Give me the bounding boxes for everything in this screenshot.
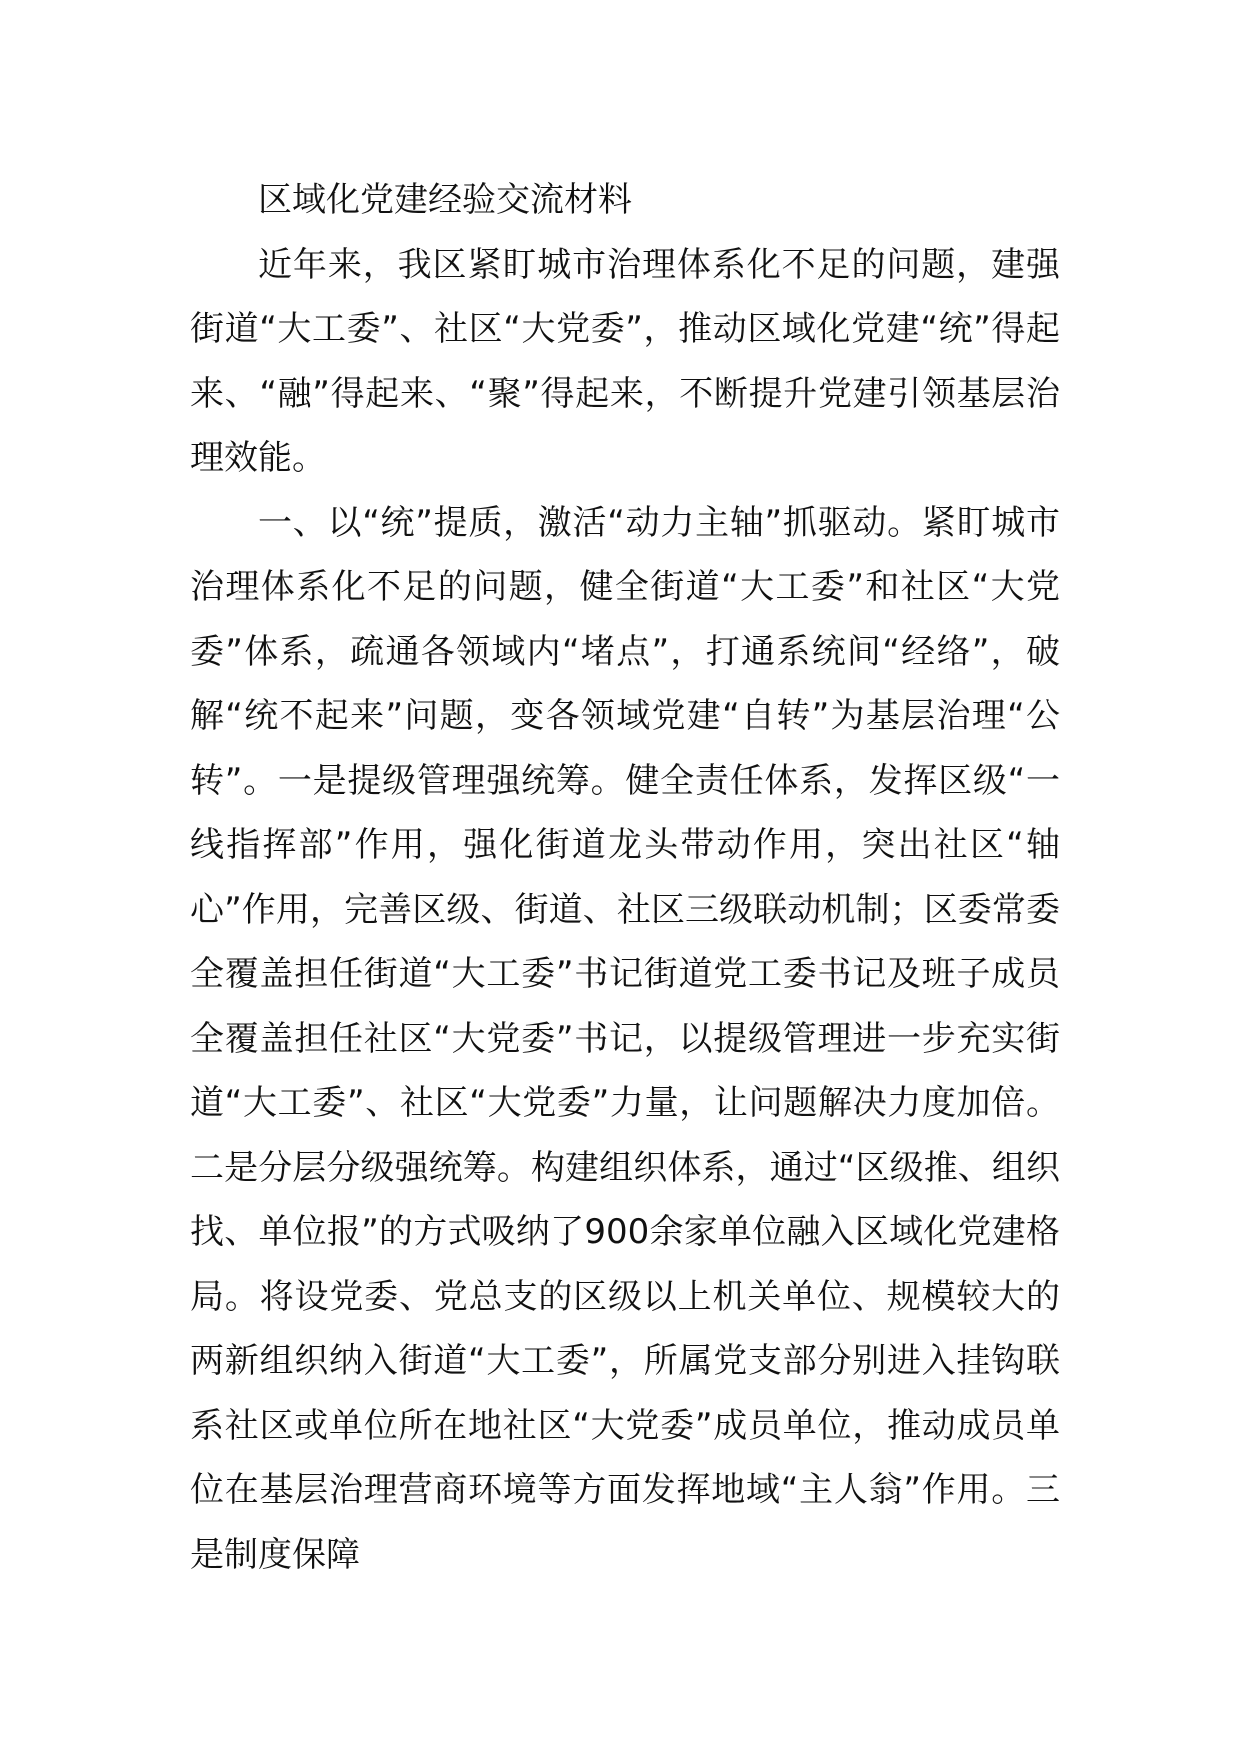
document-page: [190, 168, 1060, 1587]
paragraph-section-one: 一、以“统”提质，激活“动力主轴”抓驱动。紧盯城市治理体系化不足的问题，健全街道“大工委”和社区“大党委”体系，疏通各领域内“堵点”，打通系统间“经络”，破解“统不起来”问题，变各领域党建“自转”为基层治理“公转”。一是提级管理强统筹。健全责任体系，发挥区级“一线指挥部”作用，强化街道龙头带动作用，突出社区“轴心”作用，完善区级、街道、社区三级联动机制；区委常委全覆盖担任街道“大工委”书记街道党工委书记及班子成员全覆盖担任社区“大党委”书记，以提级管理进一步充实街道“大工委”、社区“大党委”力量，让问题解决力度加倍。二是分层分级强统筹。构建组织体系，通过“区级推、组织找、单位报”的方式吸纳了900余家单位融入区域化党建格局。将设党委、党总支的区级以上机关单位、规模较大的两新组织纳入街道“大工委”，所属党支部分别进入挂钩联系社区或单位所在地社区“大党委”成员单位，推动成员单位在基层治理营商环境等方面发挥地域“主人翁”作用。三是制度保障: [190, 502, 1060, 1575]
document-title: 区域化党建经验交流材料: [258, 180, 632, 220]
paragraph-intro: 近年来，我区紧盯城市治理体系化不足的问题，建强街道“大工委”、社区“大党委”，推动区域化党建“统”得起来、“融”得起来、“聚”得起来，不断提升党建引领基层治理效能。: [190, 244, 1060, 478]
